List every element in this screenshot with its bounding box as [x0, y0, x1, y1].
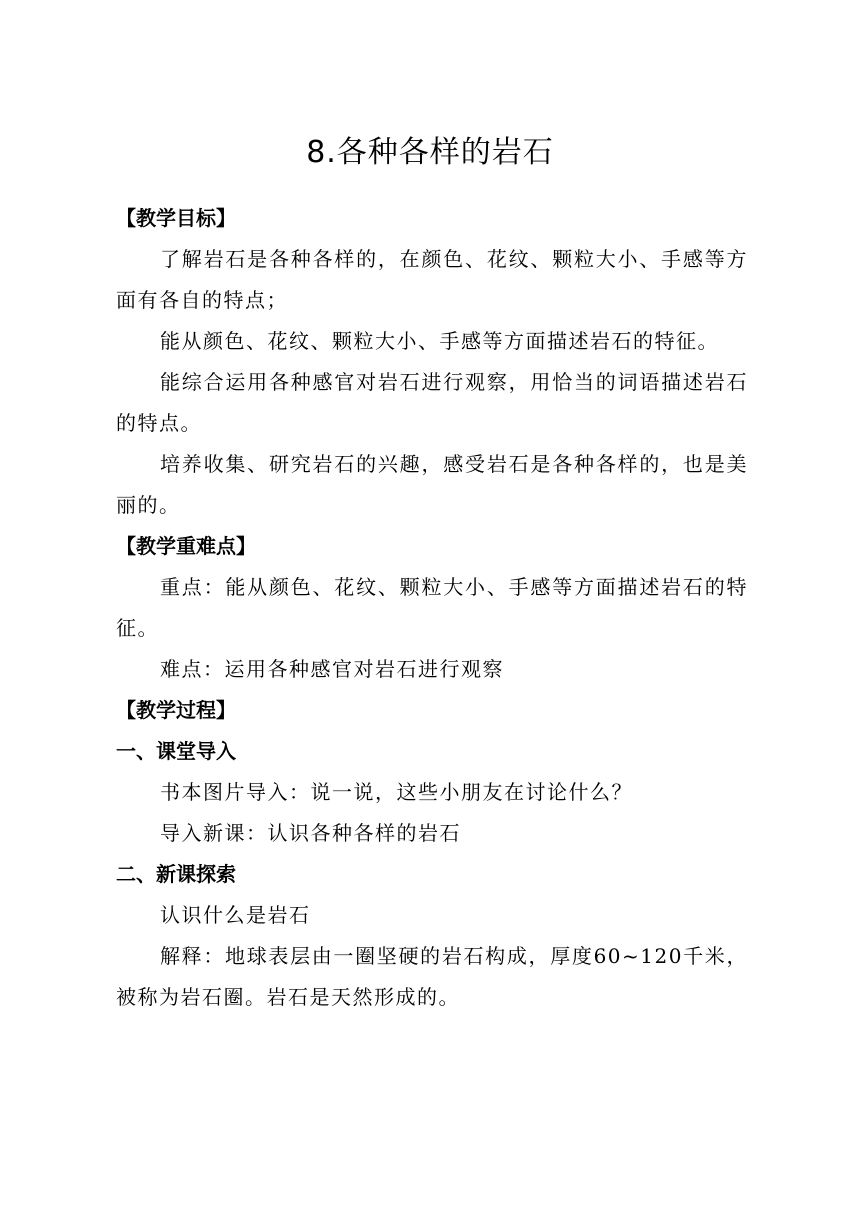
section-heading-key-points: 【教学重难点】 [116, 534, 256, 558]
paragraph: 认识什么是岩石 [160, 903, 311, 927]
paragraph: 能综合运用各种感官对岩石进行观察，用恰当的词语描述岩石的特点。 [116, 370, 748, 435]
paragraph: 解释：地球表层由一圈坚硬的岩石构成，厚度60~120千米，被称为岩石圈。岩石是天然形成的。 [116, 944, 748, 1009]
paragraph: 书本图片导入：说一说，这些小朋友在讨论什么？ [160, 780, 633, 804]
paragraph: 培养收集、研究岩石的兴趣，感受岩石是各种各样的，也是美丽的。 [116, 452, 748, 517]
document-body [116, 198, 748, 1018]
document-title: 8.各种各样的岩石 [306, 135, 554, 170]
section-heading-introduction: 一、课堂导入 [116, 739, 236, 763]
paragraph: 导入新课：认识各种各样的岩石 [160, 821, 461, 845]
paragraph: 难点：运用各种感官对岩石进行观察 [160, 657, 504, 681]
paragraph: 重点：能从颜色、花纹、颗粒大小、手感等方面描述岩石的特征。 [116, 575, 748, 640]
section-heading-exploration: 二、新课探索 [116, 862, 236, 886]
paragraph: 能从颜色、花纹、颗粒大小、手感等方面描述岩石的特征。 [160, 329, 719, 353]
section-heading-process: 【教学过程】 [116, 698, 236, 722]
paragraph: 了解岩石是各种各样的，在颜色、花纹、颗粒大小、手感等方面有各自的特点； [116, 247, 748, 312]
section-heading-objectives: 【教学目标】 [116, 206, 236, 230]
